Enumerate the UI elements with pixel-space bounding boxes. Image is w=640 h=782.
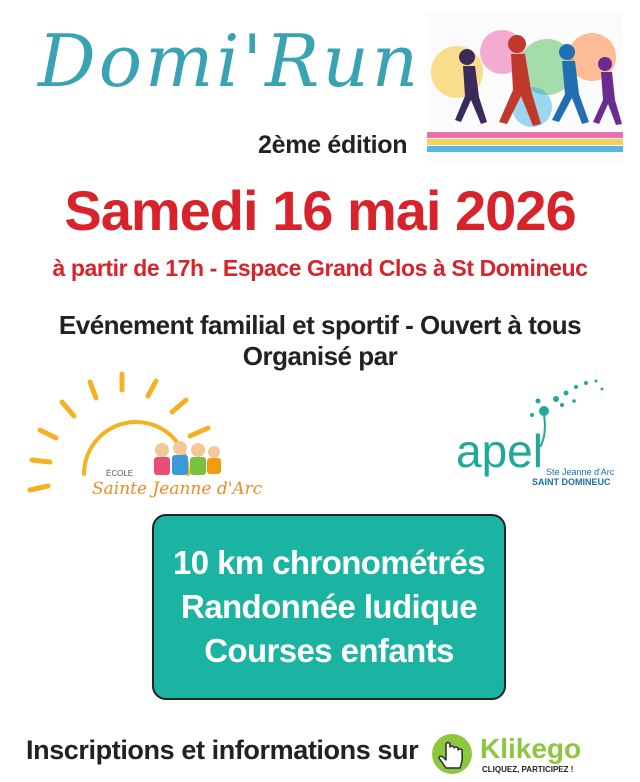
ecole-logo [14,376,263,510]
ecole-label: ÉCOLE [106,469,134,478]
edition-label: 2ème édition [258,131,408,159]
apel-logo [452,375,620,487]
klikego-logo[interactable] [430,730,610,778]
runners-illustration [427,12,623,162]
tagline-text: Evénement familial et sportif - Ouvert à tous [58,310,582,340]
activity-item: Randonnée ludique [181,588,477,625]
children-icon [154,441,221,475]
ecole-name: Sainte Jeanne d'Arc [92,479,263,499]
apel-line1: Ste Jeanne d'Arc [546,467,615,477]
activity-item: Courses enfants [204,632,454,669]
signup-text: Inscriptions et informations sur [26,735,419,765]
activity-item: 10 km chronométrés [173,544,485,581]
klikego-brand: Klikego [480,733,582,764]
apel-name: apel [456,425,543,477]
event-title [34,18,426,106]
event-tagline [0,310,640,372]
organized-by-label: Organisé par [242,341,398,371]
activities-box [152,514,506,700]
event-time-place: à partir de 17h - Espace Grand Clos à St Domineuc [52,255,588,281]
klikego-slogan: CLIQUEZ, PARTICIPEZ ! [482,765,574,774]
apel-line2: SAINT DOMINEUC [532,477,611,487]
hand-pointer-icon [432,734,472,774]
dandelion-icon [530,380,604,418]
event-title-text: Domi'Run [38,19,422,103]
event-date: Samedi 16 mai 2026 [64,179,576,242]
